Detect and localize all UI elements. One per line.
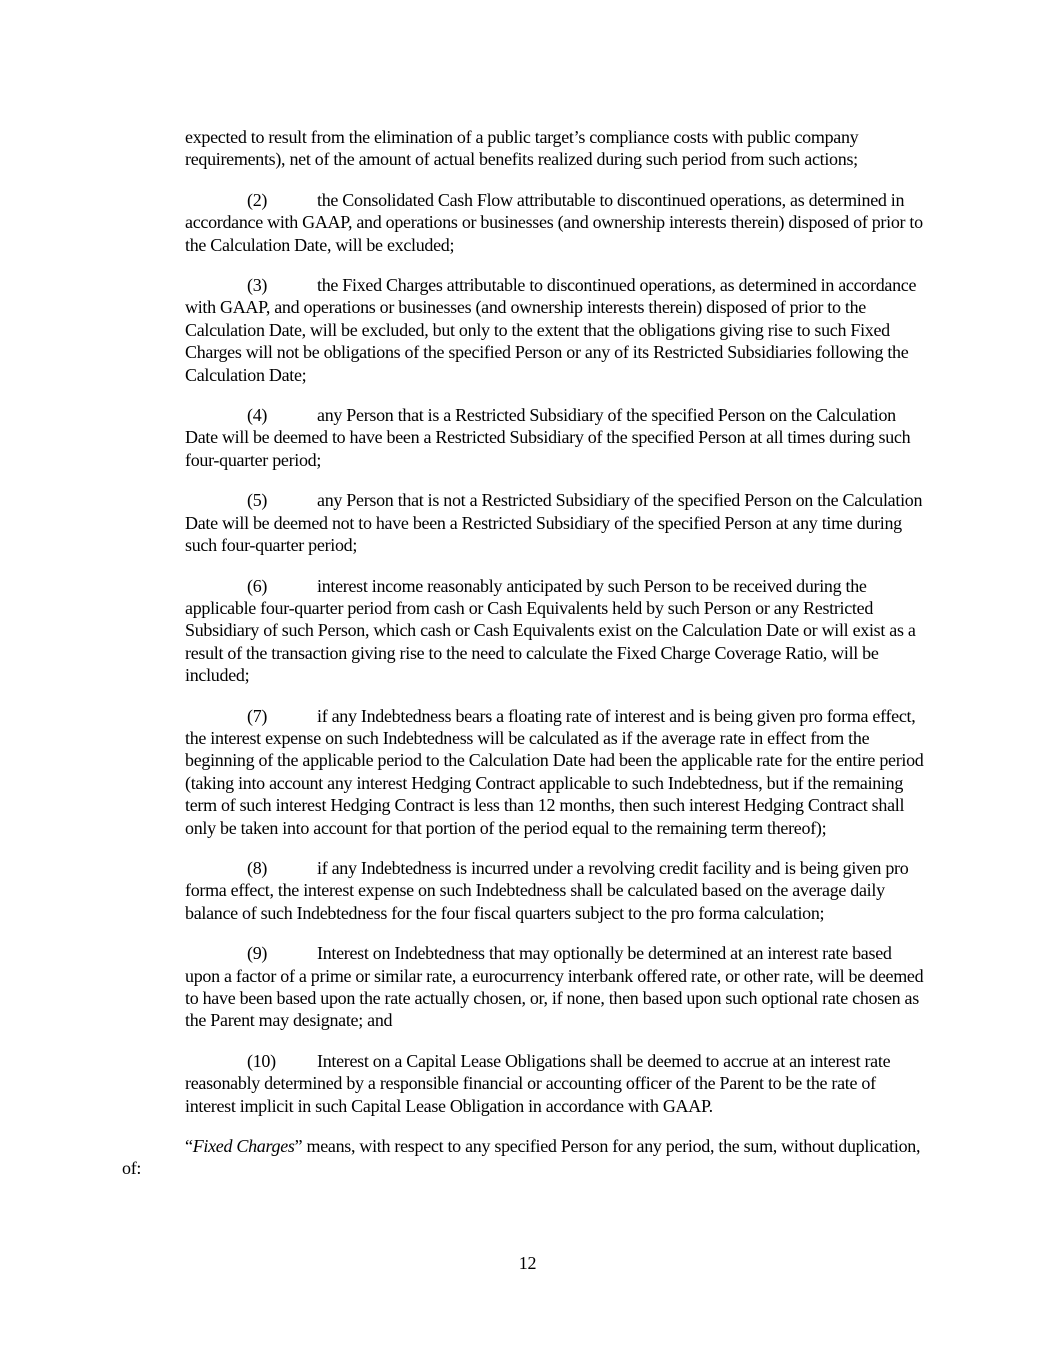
clause-paragraph (185, 1050, 928, 1117)
clause-paragraph (185, 274, 928, 386)
continuation-paragraph (185, 126, 928, 171)
text-segment: any Person that is a Restricted Subsidiary of the specified Person on the Calculation Date will be deemed to have been a Restricted Subsidiary of the specified Person at all times during such four-quarter period; (185, 405, 911, 470)
clause-number: (3) (247, 275, 268, 296)
text-segment: Interest on Indebtedness that may optionally be determined at an interest rate based upon a factor of a prime or similar rate, a eurocurrency interbank offered rate, or other rate, will be deemed to have been based upon the rate actually chosen, or, if none, then based upon such optional rate chosen as the Parent may designate; and (185, 943, 924, 1031)
text-segment: if any Indebtedness is incurred under a revolving credit facility and is being given pro forma effect, the interest expense on such Indebtedness shall be calculated based on the average daily balance of such Indebtedness for the four fiscal quarters subject to the pro forma calculation; (185, 857, 909, 923)
text-segment: “ (185, 1136, 193, 1157)
clause-paragraph (185, 489, 928, 556)
text-segment: the Consolidated Cash Flow attributable to discontinued operations, as determined in accordance with GAAP, and operations or businesses (and ownership interests therein) disposed of prior to the Calculation Date, will be excluded; (185, 189, 923, 255)
clause-paragraph (185, 857, 928, 924)
clause-paragraph (185, 942, 928, 1032)
clause-number: (9) (247, 943, 268, 964)
clause-number: (2) (247, 189, 268, 210)
text-segment: if any Indebtedness bears a floating rate of interest and is being given pro forma effect, the interest expense on such Indebtedness will be calculated as if the average rate in effect from the beginning of the applicable period to the Calculation Date had been the applicable rate for the entire period (taking into account any interest Hedging Contract applicable to such Indebtedness, but if the remaining term of such interest Hedging Contract is less than 12 months, then such interest Hedging Contract shall only be taken into account for that portion of the period equal to the remaining term thereof); (185, 705, 924, 838)
definition-paragraph (122, 1135, 928, 1180)
text-segment: ” means, with respect to any specified Person for any period, the sum, without duplication, of: (122, 1136, 921, 1179)
document-body (122, 126, 928, 1198)
text-segment: Interest on a Capital Lease Obligations shall be deemed to accrue at an interest rate reasonably determined by a responsible financial or accounting officer of the Parent to be the rate of interest implicit in such Capital Lease Obligation in accordance with GAAP. (185, 1050, 891, 1116)
clause-number: (5) (247, 490, 268, 511)
clause-paragraph (185, 404, 928, 471)
text-segment: interest income reasonably anticipated by such Person to be received during the applicable four-quarter period from cash or Cash Equivalents held by such Person or any Restricted Subsidiary of such Person, which cash or Cash Equivalents exist on the Calculation Date or will exist as a result of the transaction giving rise to the need to calculate the Fixed Charge Coverage Ratio, will be included; (185, 575, 916, 686)
clause-paragraph (185, 705, 928, 839)
clause-paragraph (185, 189, 928, 256)
clause-number: (7) (247, 705, 268, 726)
clause-number: (10) (247, 1050, 276, 1071)
clause-paragraph (185, 575, 928, 687)
defined-term: Fixed Charges (192, 1136, 295, 1157)
clause-number: (6) (247, 575, 268, 596)
text-segment: the Fixed Charges attributable to discontinued operations, as determined in accordance with GAAP, and operations or businesses (and ownership interests therein) disposed of prior to the Calculation Date, will be excluded, but only to the extent that the obligations giving rise to such Fixed Charges will not be obligations of the specified Person or any of its Restricted Subsidiaries following the Calculation Date; (185, 275, 917, 385)
clause-number: (8) (247, 857, 268, 878)
page-number: 12 (518, 1253, 537, 1273)
text-segment: any Person that is not a Restricted Subsidiary of the specified Person on the Calculation Date will be deemed not to have been a Restricted Subsidiary of the specified Person at any time during such four-quarter period; (185, 490, 923, 556)
text-segment: expected to result from the elimination of a public target’s compliance costs with public company requirements), net of the amount of actual benefits realized during such period from such actions; (185, 127, 859, 170)
clause-number: (4) (247, 405, 268, 426)
